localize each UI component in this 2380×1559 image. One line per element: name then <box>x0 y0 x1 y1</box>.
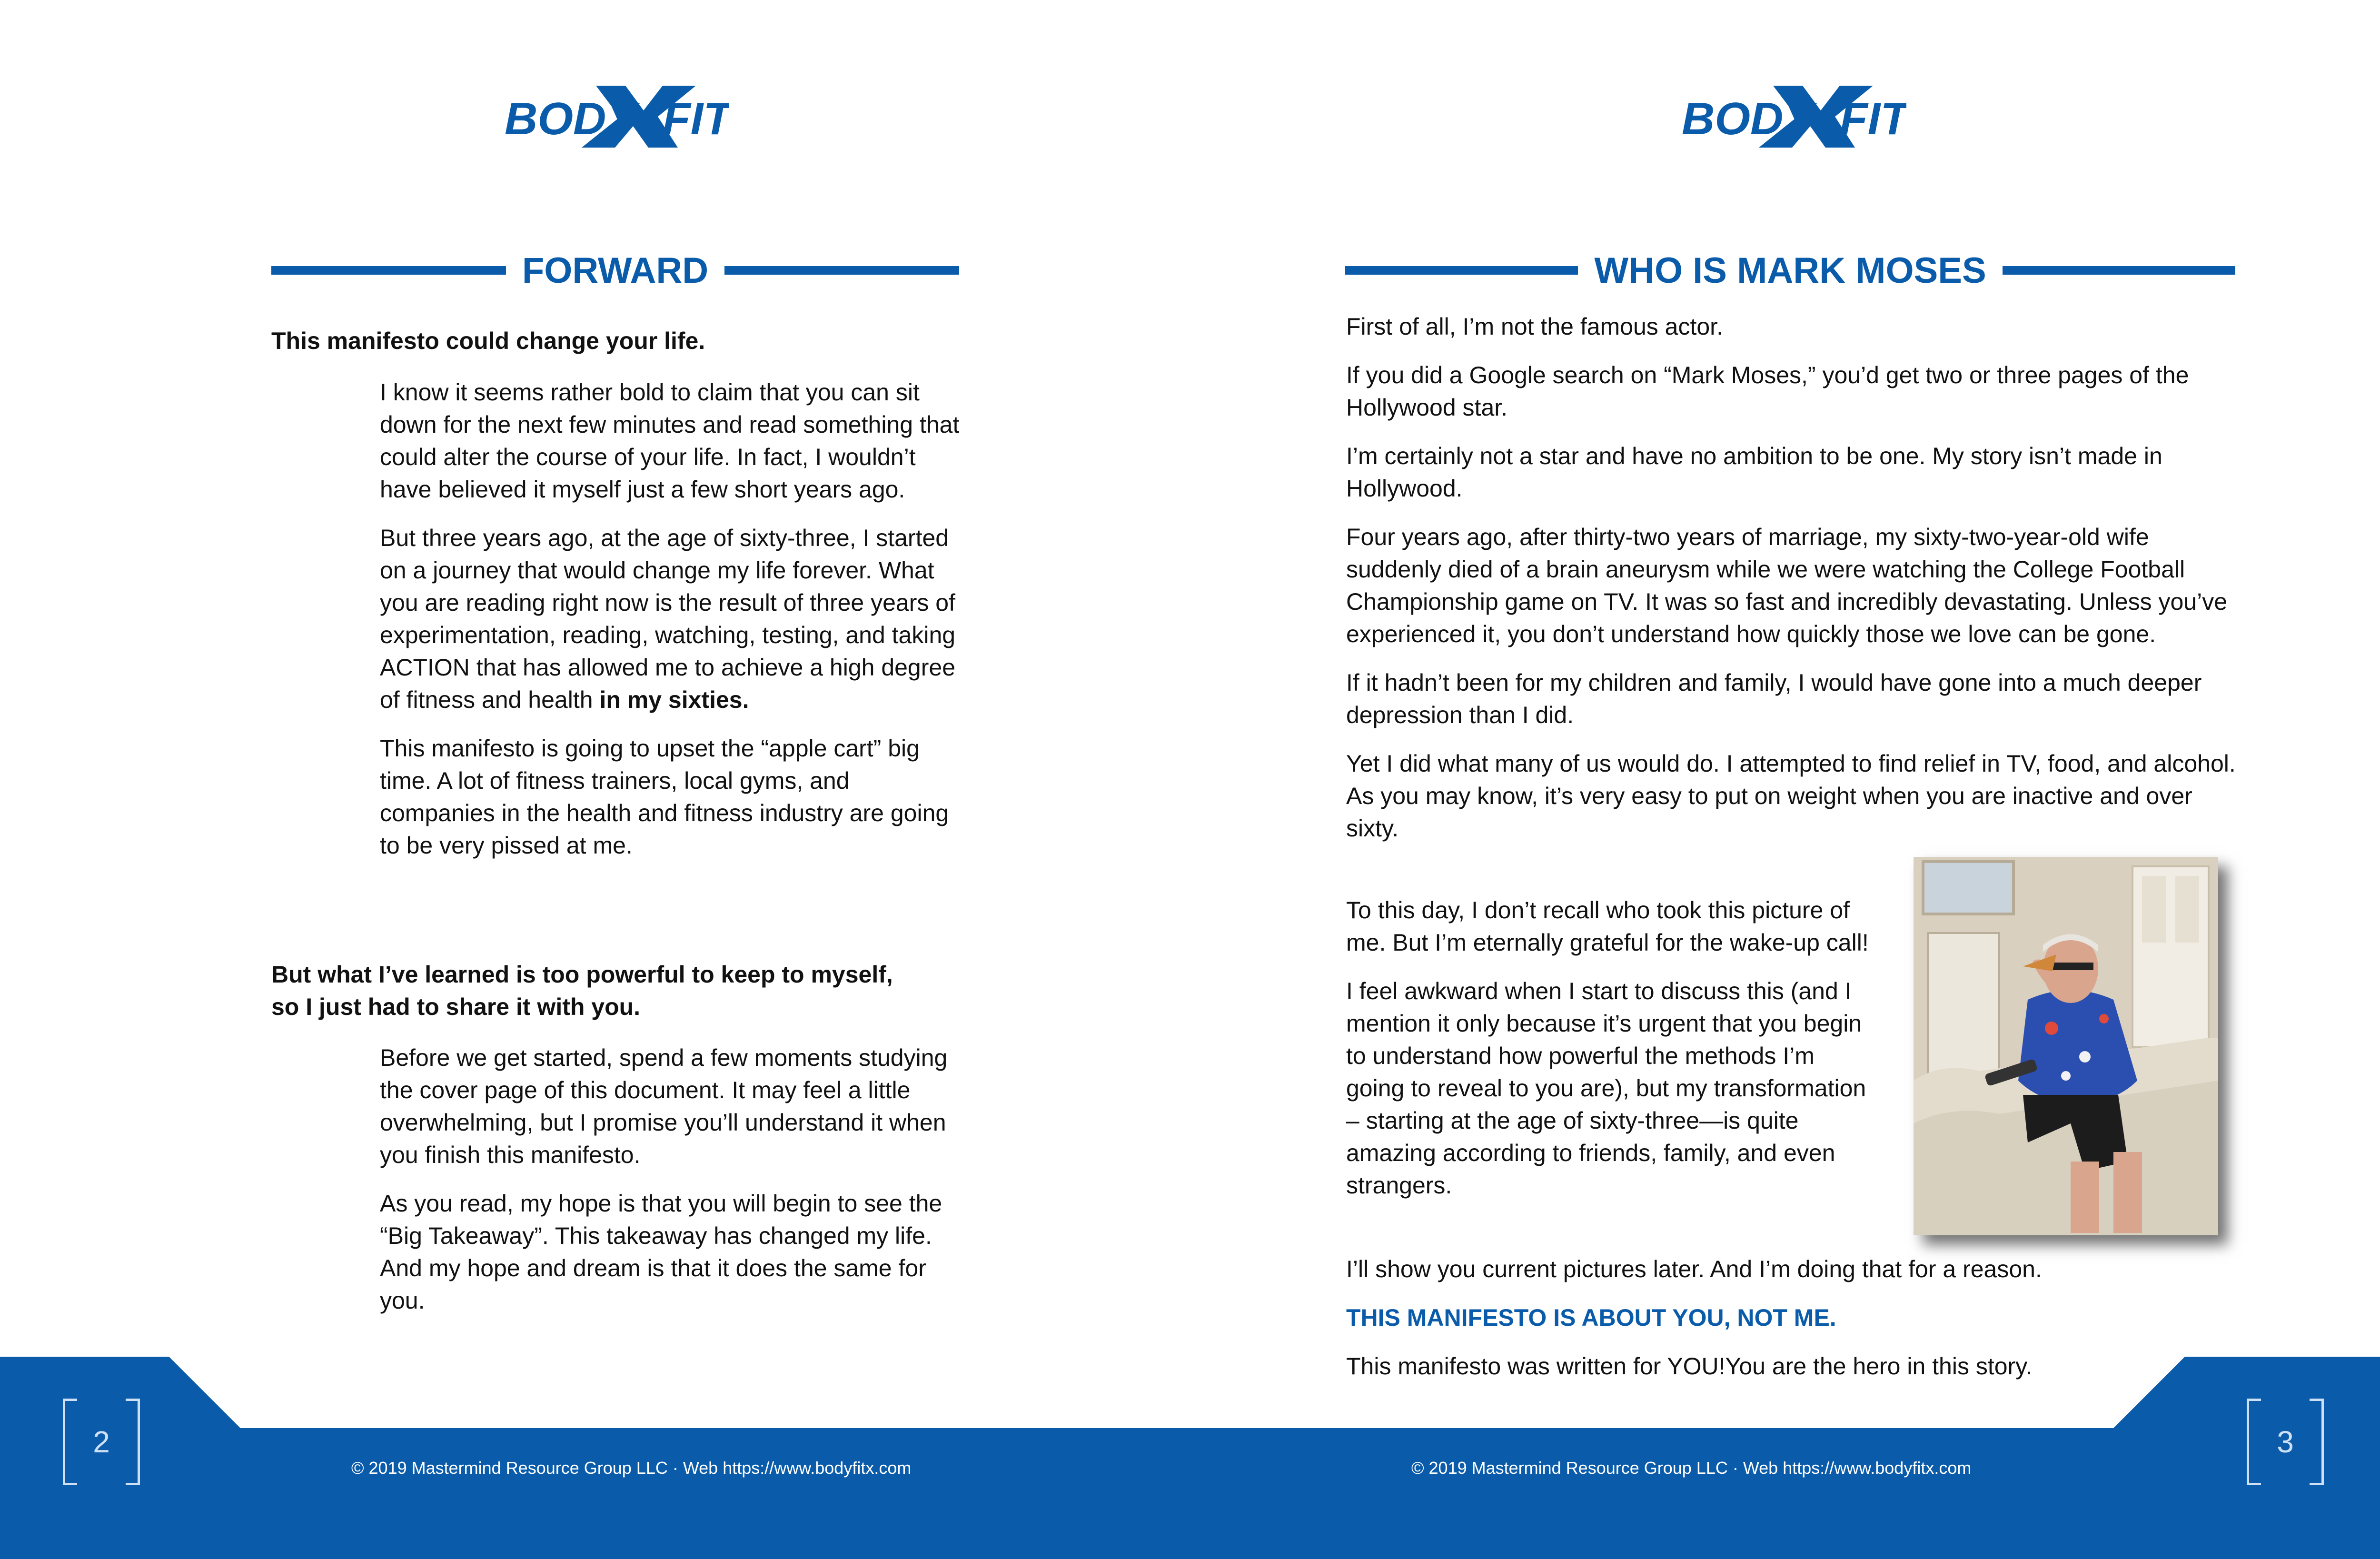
page-number: 3 <box>2277 1425 2294 1459</box>
copyright-text: © 2019 Mastermind Resource Group LLC · Web https://www.bodyfitx.com <box>351 1458 912 1478</box>
who-body-top <box>1346 310 2241 861</box>
paragraph: I’ll show you current pictures later. And I’m doing that for a reason. <box>1346 1256 2042 1282</box>
page-right <box>1190 0 2380 1559</box>
forward-body-2 <box>380 1042 962 1333</box>
heading-rule-left <box>1345 266 1578 275</box>
heading-title: WHO IS MARK MOSES <box>1594 250 1986 291</box>
heading-title: FORWARD <box>522 250 709 291</box>
section-heading-forward <box>271 251 959 289</box>
paragraph: As you read, my hope is that you will begin to see the “Big Takeaway”. This takeaway has changed my life. And my hope and dream is that it does the same for you. <box>380 1190 942 1314</box>
logo-text-fit: FIT <box>1840 93 1906 144</box>
who-body-wrap <box>1346 894 1879 1218</box>
section-heading-who <box>1345 251 2235 289</box>
copyright-text: © 2019 Mastermind Resource Group LLC · Web https://www.bodyfitx.com <box>1411 1458 1972 1478</box>
photo-man-on-couch <box>1914 857 2218 1235</box>
heading-rule-left <box>271 266 506 275</box>
paragraph: This manifesto was written for YOU!You are the hero in this story. <box>1346 1353 2033 1380</box>
paragraph: Before we get started, spend a few moments studying the cover page of this document. It may feel a little overwhelming, but I promise you’ll understand it when you finish this manifesto. <box>380 1044 948 1168</box>
paragraph: I know it seems rather bold to claim that you can sit down for the next few minutes and read something that could alter the course of your life. In fact, I wouldn’t have believed it myself just a few short years ago. <box>380 379 960 503</box>
paragraph <box>380 522 962 716</box>
forward-body-1 <box>380 376 962 878</box>
who-body-bottom <box>1346 1253 2241 1399</box>
paragraph: I feel awkward when I start to discuss this (and I mention it only because it’s urgent that you begin to understand how powerful the methods I’m going to reveal to you are), but my transformation – starting at the age of sixty-three—is quite amazing according to friends, family, and even strangers. <box>1346 978 1866 1199</box>
paragraph: Four years ago, after thirty-two years of marriage, my sixty-two-year-old wife suddenly died of a brain aneurysm while we were watching the College Football Championship game on TV. It was so fast and incredibly devastating. Unless you’ve experienced it, you don’t understand how quickly those we love can be gone. <box>1346 524 2228 647</box>
page-number: 2 <box>93 1425 110 1459</box>
intro-bold: This manifesto could change your life. <box>271 328 705 354</box>
heading-rule-right <box>2003 266 2235 275</box>
heading-rule-right <box>724 266 959 275</box>
bodyxfit-logo <box>1678 81 1906 152</box>
logo-text-body: BODY <box>1682 93 1814 144</box>
page-number-box <box>2247 1399 2324 1485</box>
paragraph: Yet I did what many of us would do. I attempted to find relief in TV, food, and alcohol. As you may know, it’s very easy to put on weight when you are inactive and over sixty. <box>1346 750 2236 842</box>
paragraph-bold: in my sixties. <box>599 686 749 713</box>
paragraph-text: But three years ago, at the age of sixty-three, I started on a journey that would change my life forever. What you are reading right now is the result of three years of experimentation, reading, watching, testing, and taking ACTION that has allowed me to achieve a high degree of fitness and health <box>380 525 956 713</box>
paragraph: First of all, I’m not the famous actor. <box>1346 313 1723 340</box>
page-number-box <box>63 1399 140 1485</box>
paragraph: To this day, I don’t recall who took this picture of me. But I’m eternally grateful for the wake-up call! <box>1346 897 1869 956</box>
bodyxfit-logo <box>501 81 729 152</box>
logo-text-body: BODY <box>505 93 637 144</box>
mid-bold: But what I’ve learned is too powerful to keep to myself, so I just had to share it with you. <box>271 961 893 1020</box>
paragraph: If it hadn’t been for my children and family, I would have gone into a much deeper depression than I did. <box>1346 669 2202 728</box>
paragraph: This manifesto is going to upset the “apple cart” big time. A lot of fitness trainers, local gyms, and companies in the health and fitness industry are going to be very pissed at me. <box>380 735 949 859</box>
paragraph: I’m certainly not a star and have no ambition to be one. My story isn’t made in Hollywood. <box>1346 443 2162 502</box>
logo-text-fit: FIT <box>663 93 729 144</box>
callout-text: THIS MANIFESTO IS ABOUT YOU, NOT ME. <box>1346 1304 1836 1331</box>
paragraph: If you did a Google search on “Mark Moses,” you’d get two or three pages of the Hollywood star. <box>1346 362 2189 421</box>
